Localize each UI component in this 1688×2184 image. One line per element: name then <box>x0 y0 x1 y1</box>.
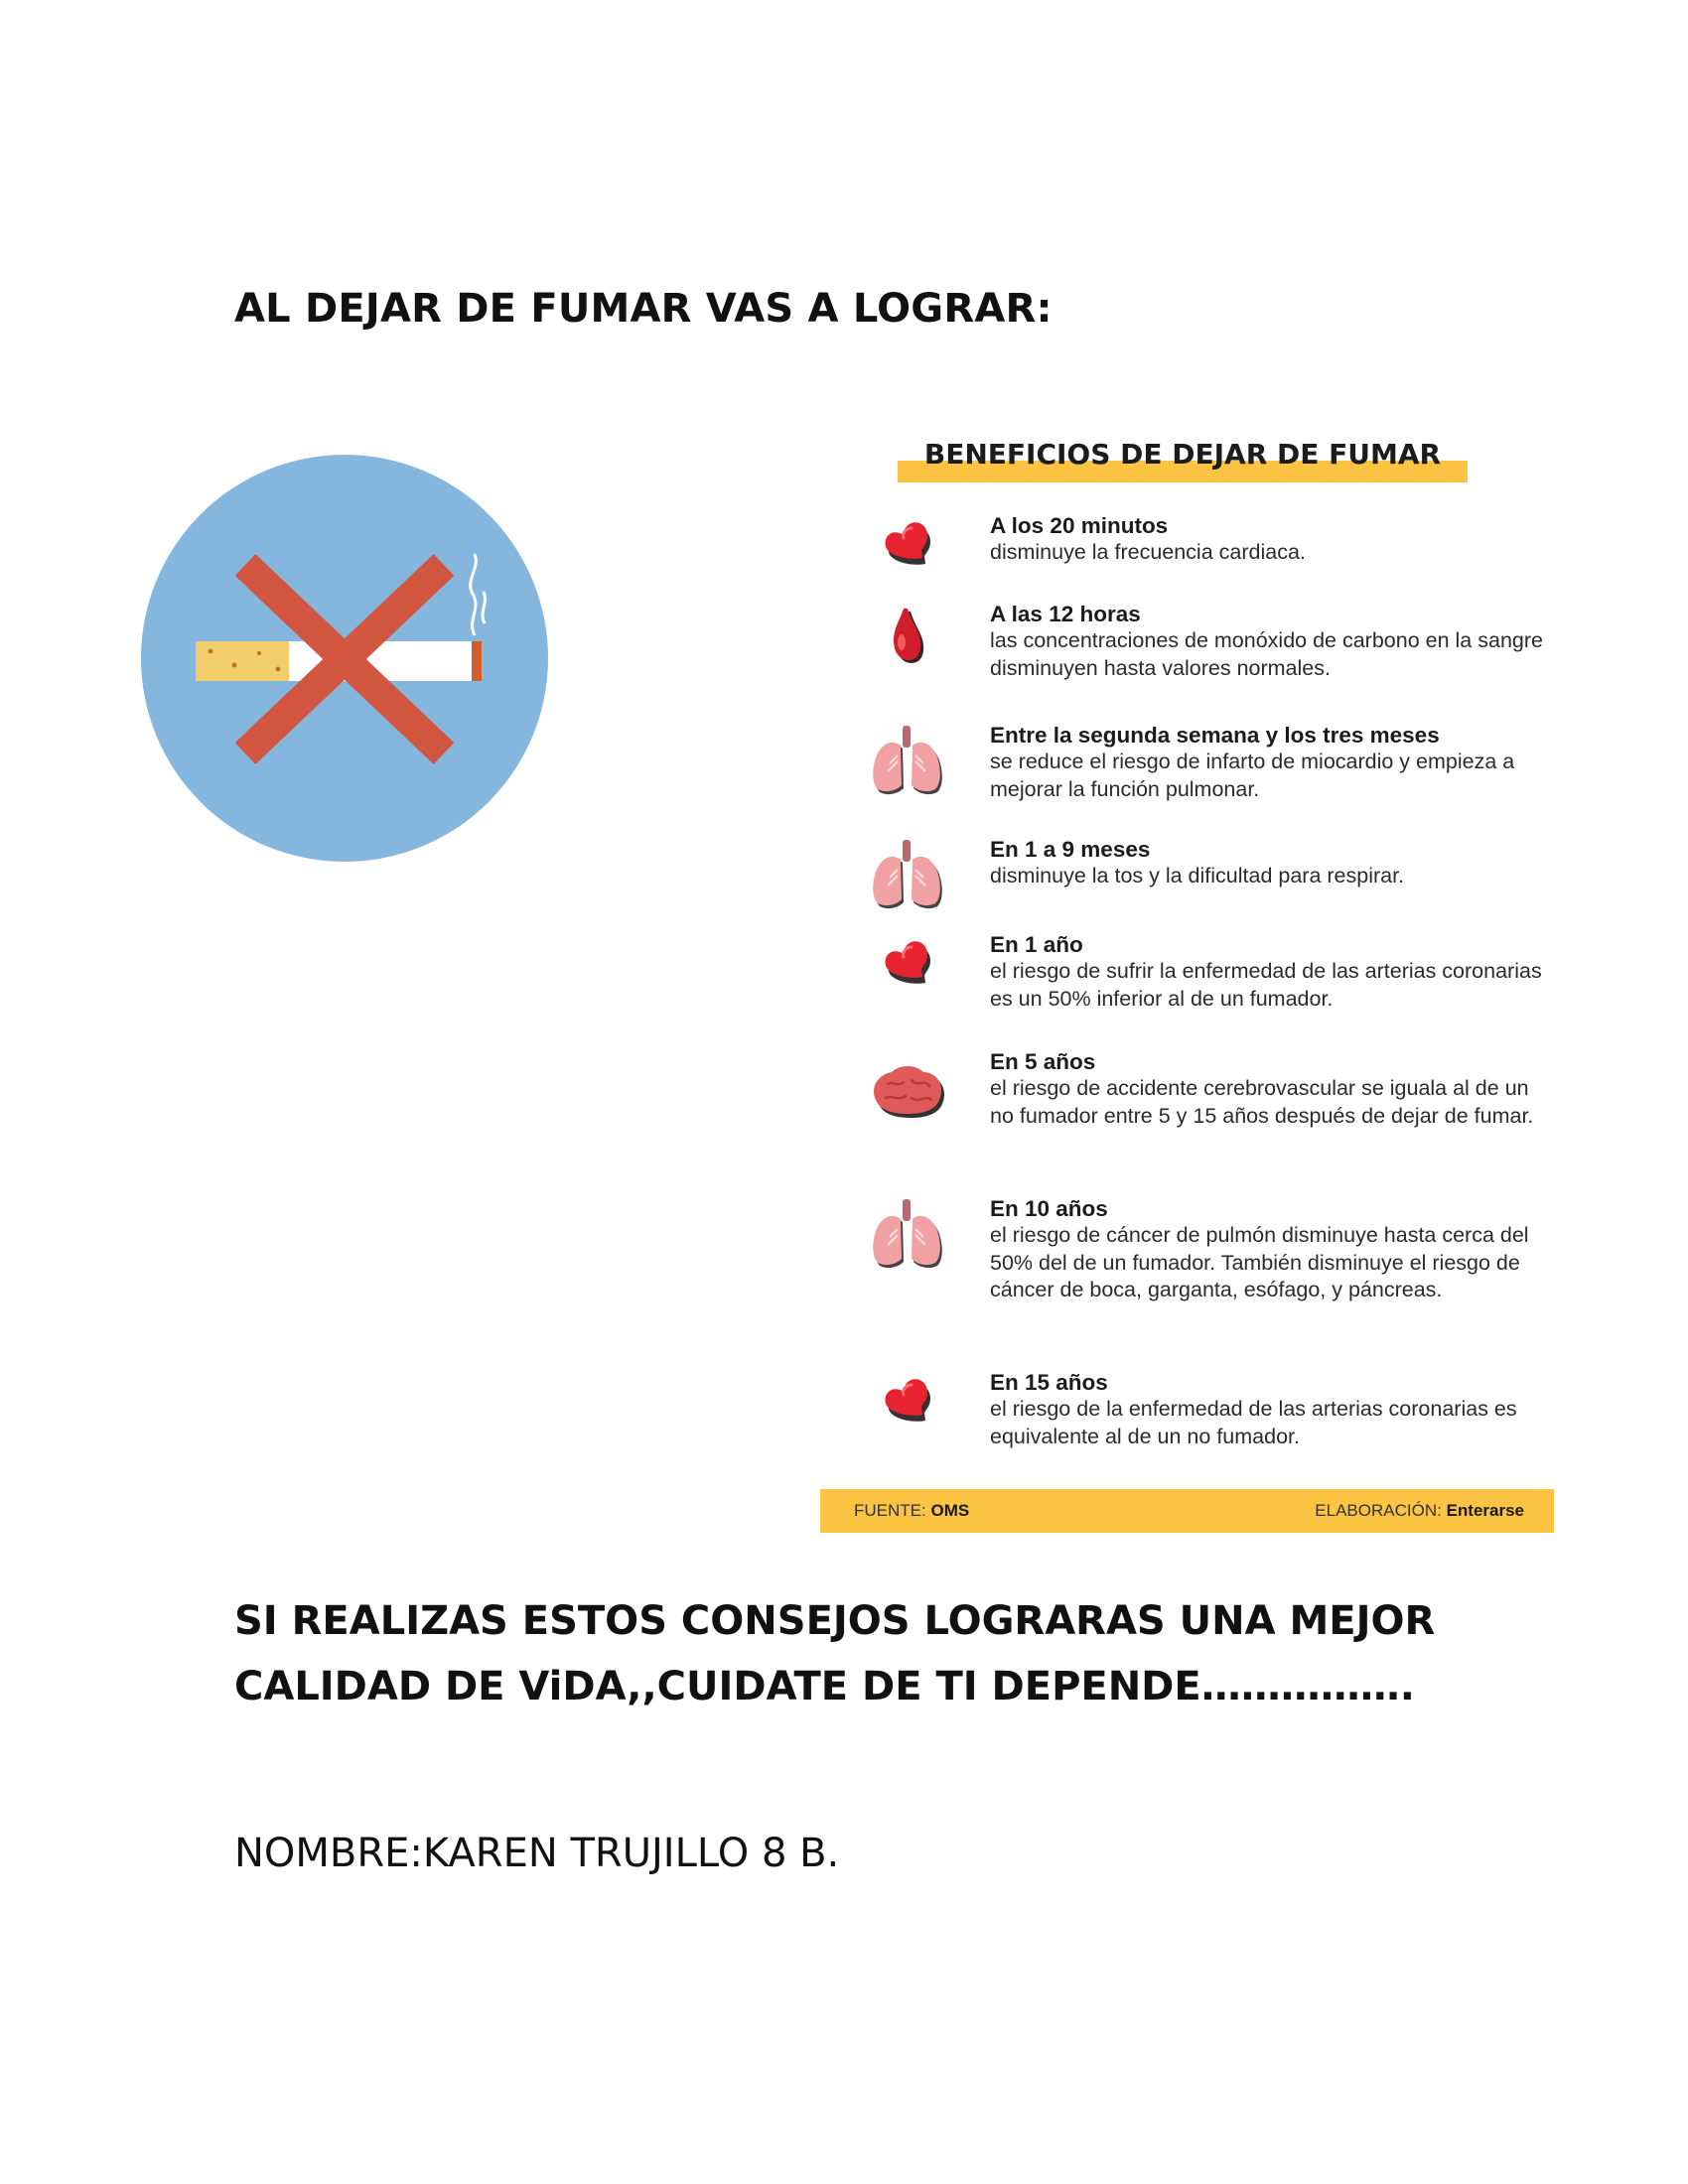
heart-icon <box>868 1369 947 1429</box>
no-smoking-icon <box>139 453 550 864</box>
benefit-time: En 10 años <box>990 1196 1108 1221</box>
benefit-description: el riesgo de la enfermedad de las arterias coronarias es equivalente al de un no fumador. <box>990 1397 1517 1448</box>
benefit-description: las concentraciones de monóxido de carbono en la sangre disminuyen hasta valores normales. <box>990 628 1543 680</box>
benefit-time: En 15 años <box>990 1370 1108 1395</box>
lungs-icon <box>868 722 947 801</box>
student-name: NOMBRE:KAREN TRUJILLO 8 B. <box>234 1831 840 1876</box>
advice-message <box>234 1588 1525 1719</box>
advice-line-2: CALIDAD DE ViDA,,CUIDATE DE TI DEPENDE……………. <box>234 1664 1415 1709</box>
heart-icon <box>868 512 947 572</box>
benefit-description: disminuye la frecuencia cardiaca. <box>990 540 1306 564</box>
lungs-icon <box>868 1195 947 1275</box>
source-label: FUENTE: <box>854 1501 926 1520</box>
infographic-title: BENEFICIOS DE DEJAR DE FUMAR <box>923 438 1442 471</box>
credit-label: ELABORACIÓN: <box>1315 1501 1442 1520</box>
benefit-time: Entre la segunda semana y los tres meses <box>990 723 1440 748</box>
benefits-infographic <box>814 427 1554 1529</box>
benefit-time: En 1 año <box>990 932 1083 957</box>
benefit-time: En 5 años <box>990 1049 1096 1074</box>
benefit-description: el riesgo de sufrir la enfermedad de las arterias coronarias es un 50% inferior al de un fumador. <box>990 959 1542 1011</box>
benefit-description: disminuye la tos y la dificultad para respirar. <box>990 864 1405 887</box>
advice-line-1: SI REALIZAS ESTOS CONSEJOS LOGRARAS UNA MEJOR <box>234 1598 1436 1644</box>
heart-icon <box>868 931 947 991</box>
benefit-description: el riesgo de cáncer de pulmón disminuye hasta cerca del 50% del de un fumador. También disminuye el riesgo de cáncer de boca, garganta, esófago, y páncreas. <box>990 1223 1529 1301</box>
infographic-footer <box>820 1489 1554 1533</box>
credit-value: Enterarse <box>1446 1501 1524 1520</box>
benefit-time: A los 20 minutos <box>990 513 1169 538</box>
author-credit <box>1315 1501 1524 1521</box>
blood-drop-icon <box>868 601 947 680</box>
benefit-description: se reduce el riesgo de infarto de miocardio y empieza a mejorar la función pulmonar. <box>990 750 1515 801</box>
benefit-time: A las 12 horas <box>990 602 1141 626</box>
brain-icon <box>868 1048 951 1118</box>
lungs-icon <box>868 836 947 915</box>
page-heading: AL DEJAR DE FUMAR VAS A LOGRAR: <box>234 286 1053 332</box>
benefit-time: En 1 a 9 meses <box>990 837 1151 862</box>
benefit-description: el riesgo de accidente cerebrovascular se iguala al de un no fumador entre 5 y 15 años después de dejar de fumar. <box>990 1076 1534 1128</box>
source-value: OMS <box>930 1501 970 1520</box>
infographic-title-block <box>898 435 1468 475</box>
source-credit <box>854 1501 969 1521</box>
